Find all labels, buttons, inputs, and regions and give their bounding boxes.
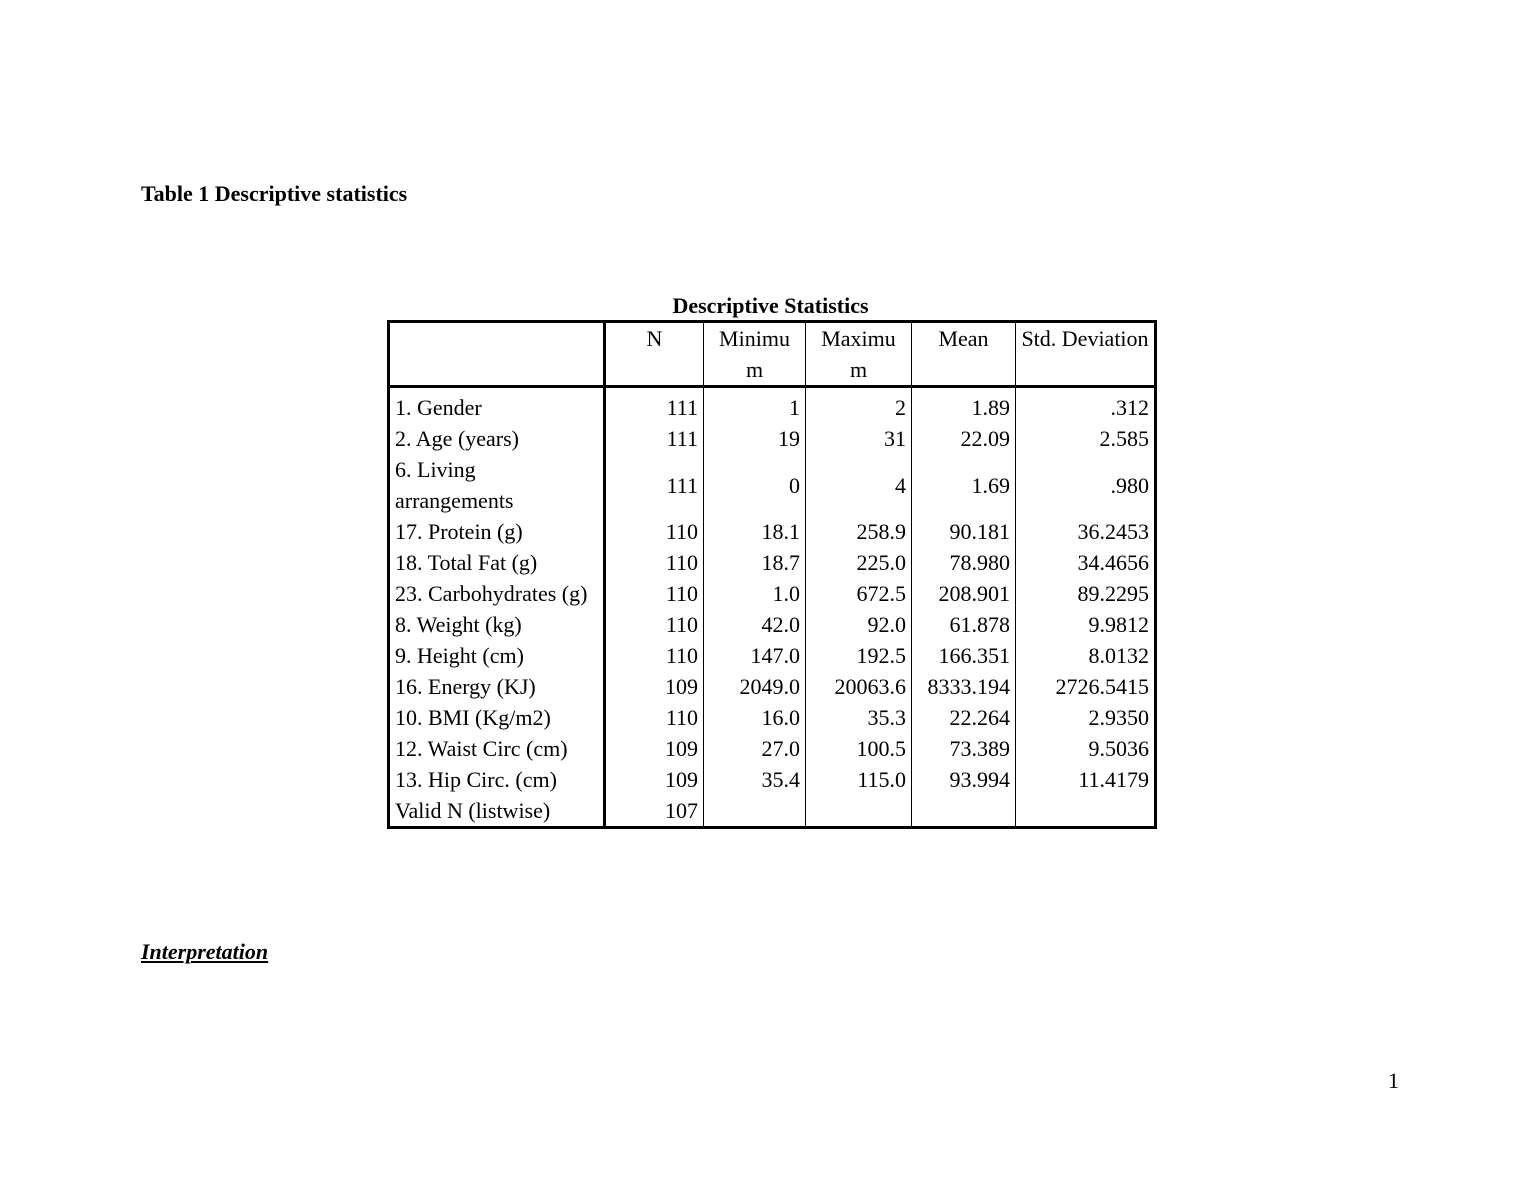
header-cell-n: N — [605, 322, 704, 387]
cell-mean: 1.89 — [912, 387, 1016, 424]
cell-maximum: 35.3 — [806, 702, 912, 733]
cell-n: 111 — [605, 387, 704, 424]
table-row — [389, 516, 1156, 547]
table-title: Descriptive Statistics — [672, 293, 869, 318]
cell-mean: 22.09 — [912, 423, 1016, 454]
cell-mean: 1.69 — [912, 454, 1016, 516]
row-label: 18. Total Fat (g) — [389, 547, 605, 578]
cell-maximum: 192.5 — [806, 640, 912, 671]
cell-minimum: 42.0 — [704, 609, 806, 640]
cell-maximum: 115.0 — [806, 764, 912, 795]
descriptive-statistics-table — [387, 320, 1157, 829]
cell-std-deviation: 2.585 — [1016, 423, 1156, 454]
row-label: 13. Hip Circ. (cm) — [389, 764, 605, 795]
cell-mean: 90.181 — [912, 516, 1016, 547]
cell-minimum: 16.0 — [704, 702, 806, 733]
cell-minimum: 1 — [704, 387, 806, 424]
cell-std-deviation: .980 — [1016, 454, 1156, 516]
row-label: 12. Waist Circ (cm) — [389, 733, 605, 764]
table-row — [389, 764, 1156, 795]
table-row — [389, 578, 1156, 609]
cell-maximum: 258.9 — [806, 516, 912, 547]
row-label: 9. Height (cm) — [389, 640, 605, 671]
cell-std-deviation: 8.0132 — [1016, 640, 1156, 671]
header-cell-maximum: Maximu m — [806, 322, 912, 387]
row-label: 6. Living arrangements — [389, 454, 605, 516]
table-row — [389, 702, 1156, 733]
cell-mean: 93.994 — [912, 764, 1016, 795]
cell-std-deviation: 36.2453 — [1016, 516, 1156, 547]
table-row — [389, 671, 1156, 702]
cell-mean: 78.980 — [912, 547, 1016, 578]
cell-std-deviation — [1016, 795, 1156, 828]
row-label: 2. Age (years) — [389, 423, 605, 454]
cell-minimum: 27.0 — [704, 733, 806, 764]
cell-mean — [912, 795, 1016, 828]
cell-n: 109 — [605, 733, 704, 764]
table-body — [389, 387, 1156, 828]
cell-maximum: 100.5 — [806, 733, 912, 764]
table-row — [389, 609, 1156, 640]
table-row — [389, 423, 1156, 454]
cell-std-deviation: 9.5036 — [1016, 733, 1156, 764]
cell-mean: 73.389 — [912, 733, 1016, 764]
cell-mean: 166.351 — [912, 640, 1016, 671]
cell-maximum: 225.0 — [806, 547, 912, 578]
cell-n: 110 — [605, 578, 704, 609]
row-label: 10. BMI (Kg/m2) — [389, 702, 605, 733]
row-label: 16. Energy (KJ) — [389, 671, 605, 702]
cell-minimum: 35.4 — [704, 764, 806, 795]
cell-minimum: 0 — [704, 454, 806, 516]
cell-maximum: 2 — [806, 387, 912, 424]
table-row — [389, 454, 1156, 516]
table-row — [389, 733, 1156, 764]
cell-minimum: 18.1 — [704, 516, 806, 547]
table-header-row — [389, 322, 1156, 387]
cell-n: 110 — [605, 702, 704, 733]
header-cell-mean: Mean — [912, 322, 1016, 387]
cell-n: 107 — [605, 795, 704, 828]
descriptive-statistics-table-container — [387, 292, 1154, 829]
cell-n: 111 — [605, 454, 704, 516]
row-label: Valid N (listwise) — [389, 795, 605, 828]
page-number: 1 — [1388, 1068, 1399, 1093]
cell-minimum: 19 — [704, 423, 806, 454]
cell-std-deviation: .312 — [1016, 387, 1156, 424]
cell-maximum: 672.5 — [806, 578, 912, 609]
table-row — [389, 795, 1156, 828]
table-row — [389, 640, 1156, 671]
table-row — [389, 387, 1156, 424]
cell-minimum: 147.0 — [704, 640, 806, 671]
header-cell-std-deviation: Std. Deviation — [1016, 322, 1156, 387]
cell-std-deviation: 11.4179 — [1016, 764, 1156, 795]
cell-minimum: 2049.0 — [704, 671, 806, 702]
cell-std-deviation: 2726.5415 — [1016, 671, 1156, 702]
row-label: 23. Carbohydrates (g) — [389, 578, 605, 609]
cell-minimum: 1.0 — [704, 578, 806, 609]
document-heading: Table 1 Descriptive statistics — [141, 181, 408, 206]
row-label: 1. Gender — [389, 387, 605, 424]
cell-n: 110 — [605, 516, 704, 547]
row-label: 8. Weight (kg) — [389, 609, 605, 640]
header-cell-minimum: Minimu m — [704, 322, 806, 387]
row-label: 17. Protein (g) — [389, 516, 605, 547]
cell-n: 109 — [605, 764, 704, 795]
cell-n: 110 — [605, 640, 704, 671]
table-row — [389, 547, 1156, 578]
cell-minimum — [704, 795, 806, 828]
cell-maximum: 92.0 — [806, 609, 912, 640]
cell-mean: 61.878 — [912, 609, 1016, 640]
cell-n: 111 — [605, 423, 704, 454]
header-cell-empty — [389, 322, 605, 387]
cell-n: 110 — [605, 609, 704, 640]
cell-mean: 8333.194 — [912, 671, 1016, 702]
cell-std-deviation: 9.9812 — [1016, 609, 1156, 640]
cell-mean: 208.901 — [912, 578, 1016, 609]
cell-maximum: 20063.6 — [806, 671, 912, 702]
cell-mean: 22.264 — [912, 702, 1016, 733]
interpretation-heading: Interpretation — [141, 939, 269, 964]
cell-std-deviation: 89.2295 — [1016, 578, 1156, 609]
cell-std-deviation: 34.4656 — [1016, 547, 1156, 578]
cell-maximum: 31 — [806, 423, 912, 454]
cell-maximum — [806, 795, 912, 828]
cell-n: 109 — [605, 671, 704, 702]
cell-maximum: 4 — [806, 454, 912, 516]
cell-minimum: 18.7 — [704, 547, 806, 578]
cell-std-deviation: 2.9350 — [1016, 702, 1156, 733]
cell-n: 110 — [605, 547, 704, 578]
